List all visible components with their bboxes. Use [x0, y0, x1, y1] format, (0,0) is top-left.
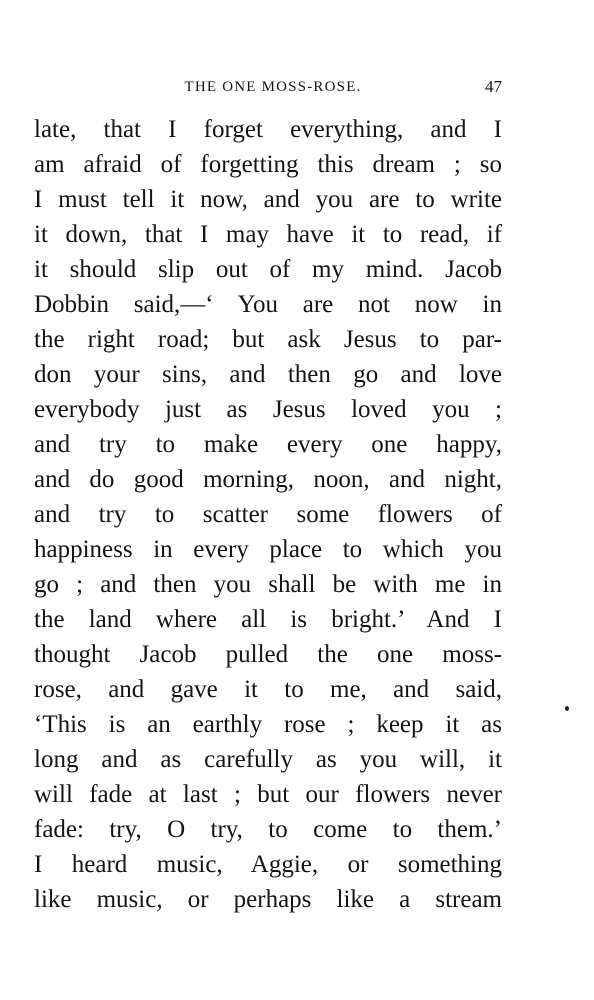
text-line: will fade at last ; but our flowers never: [34, 781, 502, 808]
body-text: [34, 112, 502, 917]
text-line: go ; and then you shall be with me in: [34, 571, 502, 598]
text-line: the land where all is bright.’ And I: [34, 606, 502, 633]
text-line: it down, that I may have it to read, if: [34, 221, 502, 248]
text-line: Dobbin said,—‘ You are not now in: [34, 291, 502, 318]
text-line: like music, or perhaps like a stream: [34, 886, 502, 913]
text-line: happiness in every place to which you: [34, 536, 502, 563]
ink-speck: [565, 706, 569, 711]
running-head: [34, 76, 502, 98]
text-line: it should slip out of my mind. Jacob: [34, 256, 502, 283]
text-line: rose, and gave it to me, and said,: [34, 676, 502, 703]
text-line: everybody just as Jesus loved you ;: [34, 396, 502, 423]
page-number: 47: [485, 77, 502, 96]
text-line: thought Jacob pulled the one moss-: [34, 641, 502, 668]
text-line: the right road; but ask Jesus to par-: [34, 326, 502, 353]
text-line: fade: try, O try, to come to them.’: [34, 816, 502, 843]
text-line: ‘This is an earthly rose ; keep it as: [34, 711, 502, 738]
running-title: THE ONE MOSS-ROSE.: [184, 79, 362, 95]
text-line: long and as carefully as you will, it: [34, 746, 502, 773]
text-line: I must tell it now, and you are to write: [34, 186, 502, 213]
text-line: don your sins, and then go and love: [34, 361, 502, 388]
text-line: I heard music, Aggie, or something: [34, 851, 502, 878]
text-line: and do good morning, noon, and night,: [34, 466, 502, 493]
text-line: and try to scatter some flowers of: [34, 501, 502, 528]
text-line: am afraid of forgetting this dream ; so: [34, 151, 502, 178]
text-line: late, that I forget everything, and I: [34, 116, 502, 143]
text-line: and try to make every one happy,: [34, 431, 502, 458]
